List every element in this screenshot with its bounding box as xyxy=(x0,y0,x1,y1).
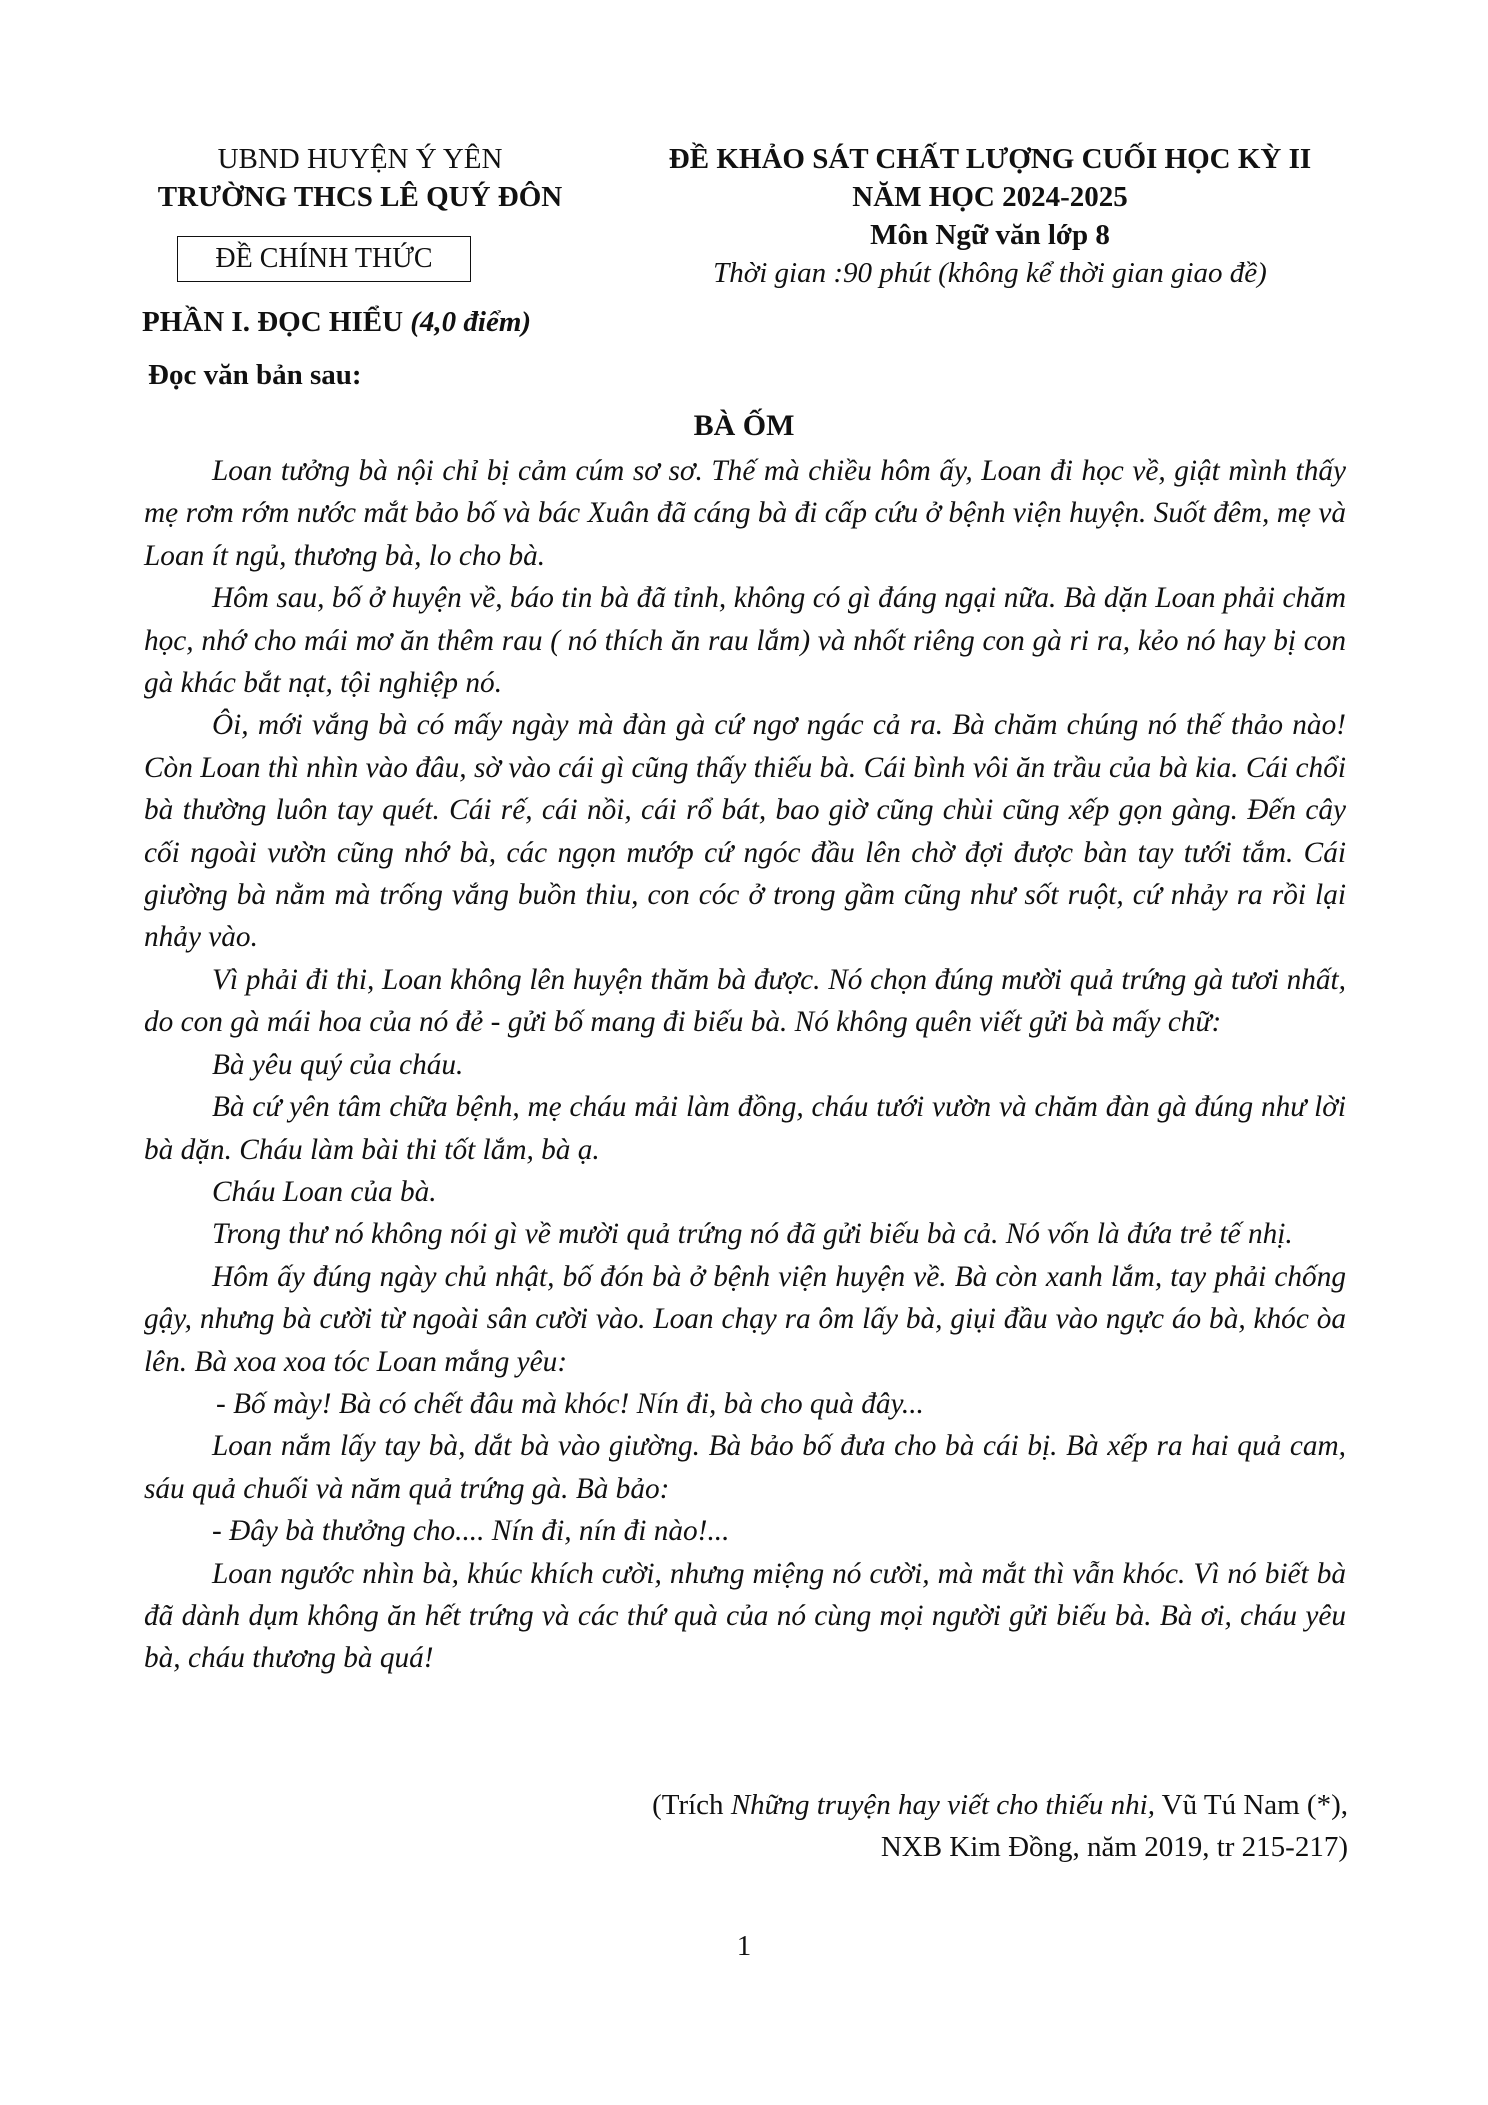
source-book: Những truyện hay viết cho thiếu nhi, xyxy=(730,1789,1155,1821)
story-paragraph: Loan tưởng bà nội chỉ bị cảm cúm sơ sơ. Thế mà chiều hôm ấy, Loan đi học về, giật mình thấy mẹ rơm rớm nước mắt bảo bố và bác Xuân đã cáng bà đi cấp cứu ở bệnh viện huyện. Suốt đêm, mẹ và Loan ít ngủ, thương bà, lo cho bà. xyxy=(144,455,1346,572)
official-label-box: ĐỀ CHÍNH THỨC xyxy=(177,236,471,282)
exam-duration: Thời gian :90 phút (không kể thời gian giao đề) xyxy=(713,257,1267,289)
story-title: BÀ ỐM xyxy=(693,409,795,442)
story-paragraph: Trong thư nó không nói gì về mười quả trứng nó đã gửi biếu bà cả. Nó vốn là đứa trẻ tế nhị. xyxy=(212,1218,1293,1251)
source-line-1 xyxy=(652,1784,1348,1826)
part1-points: (4,0 điểm) xyxy=(410,306,532,338)
district-name: UBND HUYỆN Ý YÊN xyxy=(217,143,503,175)
story-paragraph: Hôm sau, bố ở huyện về, báo tin bà đã tỉnh, không có gì đáng ngại nữa. Bà dặn Loan phải chăm học, nhớ cho mái mơ ăn thêm rau ( nó thích ăn rau lắm) và nhốt riêng con gà ri ra, kẻo nó hay bị con gà khác bắt nạt, tội nghiệp nó. xyxy=(144,582,1346,700)
story-body xyxy=(144,450,1346,1680)
source-prefix: (Trích xyxy=(652,1789,731,1821)
header-left xyxy=(140,140,580,216)
school-name: TRƯỜNG THCS LÊ QUÝ ĐÔN xyxy=(157,181,563,213)
read-instruction: Đọc văn bản sau: xyxy=(148,359,362,391)
part1-title xyxy=(142,303,531,341)
story-paragraph: Ôi, mới vắng bà có mấy ngày mà đàn gà cứ ngơ ngác cả ra. Bà chăm chúng nó thế thảo nào! Còn Loan thì nhìn vào đâu, sờ vào cái gì cũng thấy thiếu bà. Cái bình vôi ăn trầu của bà kia. Cái chổi bà thường luôn tay quét. Cái rế, cái nồi, cái rổ bát, bao giờ cũng chùi cũng xếp gọn gàng. Đến cây cối ngoài vườn cũng nhớ bà, các ngọn mướp cứ ngóc đầu lên chờ đợi được bàn tay tưới tắm. Cái giường bà nằm mà trống vắng buồn thiu, con cóc ở trong gầm cũng như sốt ruột, cứ nhảy ra rồi lại nhảy vào. xyxy=(144,709,1346,954)
letter-signature: Cháu Loan của bà. xyxy=(212,1175,437,1208)
letter-body: Bà cứ yên tâm chữa bệnh, mẹ cháu mải làm đồng, cháu tưới vườn và chăm đàn gà đúng như lời bà dặn. Cháu làm bài thi tốt lắm, bà ạ. xyxy=(144,1091,1346,1166)
part1-label: PHẦN I. ĐỌC HIỂU xyxy=(142,306,411,338)
story-paragraph: Loan ngước nhìn bà, khúc khích cười, nhưng miệng nó cười, mà mắt thì vẫn khóc. Vì nó biết bà đã dành dụm không ăn hết trứng và các thứ quà của nó cùng mọi người gửi biếu bà. Bà ơi, cháu yêu bà, cháu thương bà quá! xyxy=(144,1557,1346,1675)
source-publisher: NXB Kim Đồng, năm 2019, tr 215-217) xyxy=(880,1831,1348,1863)
source-citation xyxy=(652,1784,1348,1868)
letter-greeting: Bà yêu quý của cháu. xyxy=(212,1048,464,1081)
school-year: NĂM HỌC 2024-2025 xyxy=(852,181,1128,213)
story-paragraph: Vì phải đi thi, Loan không lên huyện thăm bà được. Nó chọn đúng mười quả trứng gà tươi nhất, do con gà mái hoa của nó đẻ - gửi bố mang đi biếu bà. Nó không quên viết gửi bà mấy chữ: xyxy=(144,963,1346,1039)
exam-title: ĐỀ KHẢO SÁT CHẤT LƯỢNG CUỐI HỌC KỲ II xyxy=(668,143,1312,175)
dialogue-line: - Bố mày! Bà có chết đâu mà khóc! Nín đi, bà cho quà đây... xyxy=(216,1387,924,1420)
story-paragraph: Loan nắm lấy tay bà, dắt bà vào giường. Bà bảo bố đưa cho bà cái bị. Bà xếp ra hai quả cam, sáu quả chuối và năm quả trứng gà. Bà bảo: xyxy=(144,1430,1346,1505)
dialogue-line: - Đây bà thưởng cho.... Nín đi, nín đi nào!... xyxy=(212,1515,730,1548)
story-paragraph: Hôm ấy đúng ngày chủ nhật, bố đón bà ở bệnh viện huyện về. Bà còn xanh lắm, tay phải chống gậy, nhưng bà cười từ ngoài sân cười vào. Loan chạy ra ôm lấy bà, giụi đầu vào ngực áo bà, khóc òa lên. Bà xoa xoa tóc Loan mắng yêu: xyxy=(144,1260,1346,1378)
header-right xyxy=(610,140,1370,292)
source-author: Vũ Tú Nam (*), xyxy=(1154,1789,1348,1821)
page-number: 1 xyxy=(736,1930,752,1962)
subject: Môn Ngữ văn lớp 8 xyxy=(870,219,1110,251)
